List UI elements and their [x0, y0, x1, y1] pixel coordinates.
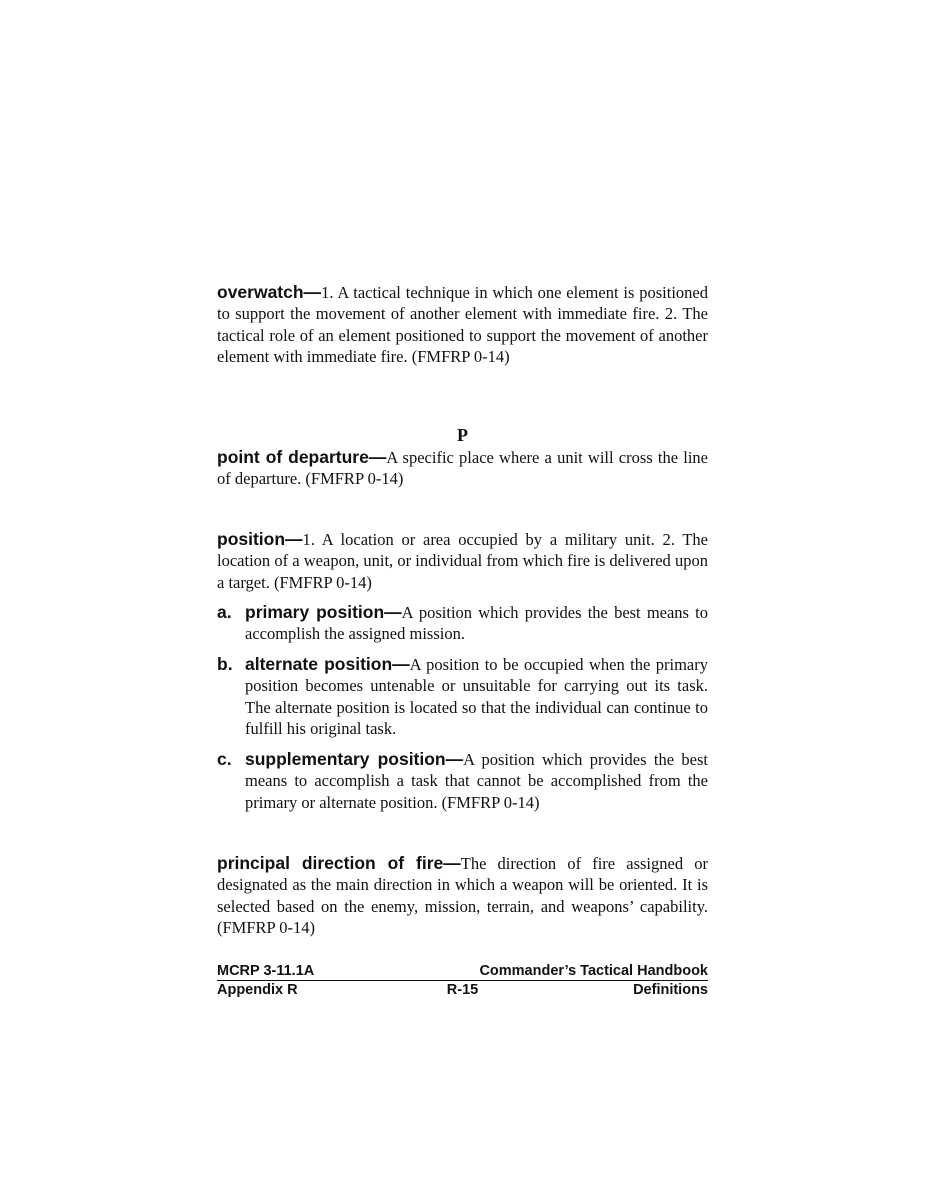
entry-term: supplementary position— — [245, 749, 464, 769]
entry-term: point of departure— — [217, 447, 387, 467]
entry-position — [217, 529, 708, 593]
list-marker: b. — [217, 654, 233, 674]
list-marker: c. — [217, 749, 232, 769]
footer-section: Definitions — [633, 982, 708, 998]
entry-term: principal direction of fire— — [217, 853, 461, 873]
entry-definition: A position which provides the best means to accomplish the assigned mission. — [245, 603, 708, 644]
entry-term: alternate position— — [245, 654, 410, 674]
entry-definition: 1. A tactical technique in which one element is positioned to support the movement of another element with immediate fire. 2. The tactical role of an element positioned to support the movement of another element with immediate fire. (FMFRP 0-14) — [217, 283, 708, 366]
footer-title: Commander’s Tactical Handbook — [479, 963, 708, 979]
entry-point-of-departure — [217, 447, 708, 490]
subentry-alternate-position — [217, 654, 708, 739]
list-marker: a. — [217, 602, 232, 622]
entry-definition: A specific place where a unit will cross the line of departure. (FMFRP 0-14) — [217, 448, 708, 489]
footer-publication: MCRP 3-11.1A — [217, 963, 315, 979]
entry-definition: The direction of fire assigned or designated as the main direction in which a weapon will be oriented. It is selected based on the enemy, mission, terrain, and weapons’ capability. (FMFRP 0-14) — [217, 854, 708, 937]
entry-term: position— — [217, 529, 303, 549]
entry-term: overwatch— — [217, 282, 322, 302]
entry-principal-direction-of-fire — [217, 853, 708, 938]
entry-definition: A position which provides the best means to accomplish a task that cannot be accomplished from the primary or alternate position. (FMFRP 0-14) — [245, 750, 708, 812]
page-number: R-15 — [446, 982, 479, 998]
footer-appendix: Appendix R — [217, 982, 298, 998]
footer-bottom-row — [217, 981, 708, 999]
section-letter: P — [457, 425, 468, 445]
page-footer — [217, 962, 708, 999]
entry-definition: A position to be occupied when the primary position becomes untenable or unsuitable for carrying out its task. The alternate position is located so that the individual can continue to fulfill his original task. — [245, 655, 708, 738]
entry-term: primary position— — [245, 602, 402, 622]
entry-definition: 1. A location or area occupied by a military unit. 2. The location of a weapon, unit, or individual from which fire is delivered upon a target. (FMFRP 0-14) — [217, 530, 708, 592]
subentry-primary-position — [217, 602, 708, 645]
subentry-supplementary-position — [217, 749, 708, 813]
entry-overwatch — [217, 282, 708, 367]
footer-top-row — [217, 962, 708, 980]
